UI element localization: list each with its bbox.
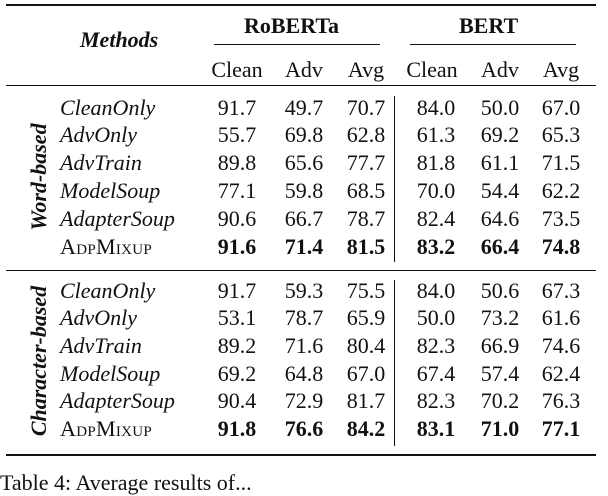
subheader-bert-clean: Clean <box>406 57 458 82</box>
value-cell: 73.5 <box>541 206 581 231</box>
method-name: AdpMixup <box>60 416 153 441</box>
subheader-roberta-avg: Avg <box>347 57 385 82</box>
value-cell: 91.7 <box>217 95 257 120</box>
value-cell: 67.0 <box>346 361 386 386</box>
value-cell: 67.4 <box>416 361 456 386</box>
section-rule <box>6 270 596 271</box>
group-header-bert: BERT <box>459 13 519 38</box>
value-cell: 76.3 <box>541 388 581 413</box>
value-cell: 76.6 <box>284 416 324 441</box>
method-name: ModelSoup <box>60 361 161 386</box>
value-cell: 62.2 <box>541 178 581 203</box>
value-cell: 71.0 <box>480 416 520 441</box>
value-cell: 49.7 <box>284 95 324 120</box>
value-cell: 72.9 <box>284 388 324 413</box>
value-cell: 59.3 <box>284 278 324 303</box>
value-cell: 65.9 <box>346 305 386 330</box>
value-cell: 84.0 <box>416 278 456 303</box>
value-cell: 68.5 <box>346 178 386 203</box>
value-cell: 50.0 <box>416 305 456 330</box>
method-name: AdvTrain <box>60 150 142 175</box>
value-cell: 74.6 <box>541 333 581 358</box>
value-cell: 91.6 <box>217 234 257 259</box>
value-cell: 84.2 <box>346 416 386 441</box>
value-cell: 78.7 <box>346 206 386 231</box>
value-cell: 75.5 <box>346 278 386 303</box>
value-cell: 81.7 <box>346 388 386 413</box>
value-cell: 67.3 <box>541 278 581 303</box>
value-cell: 66.4 <box>480 234 520 259</box>
value-cell: 73.2 <box>480 305 520 330</box>
subheader-bert-avg: Avg <box>542 57 580 82</box>
method-name: AdvOnly <box>60 305 137 330</box>
value-cell: 83.2 <box>416 234 456 259</box>
value-cell: 69.2 <box>217 361 257 386</box>
value-cell: 90.4 <box>217 388 257 413</box>
value-cell: 64.8 <box>284 361 324 386</box>
value-cell: 84.0 <box>416 95 456 120</box>
value-cell: 62.4 <box>541 361 581 386</box>
method-name: AdapterSoup <box>60 206 175 231</box>
roberta-cmidrule <box>214 44 380 45</box>
bottom-rule <box>6 454 596 456</box>
value-cell: 80.4 <box>346 333 386 358</box>
method-name: ModelSoup <box>60 178 161 203</box>
value-cell: 69.2 <box>480 122 520 147</box>
value-cell: 61.6 <box>541 305 581 330</box>
value-cell: 57.4 <box>480 361 520 386</box>
value-cell: 62.8 <box>346 122 386 147</box>
value-cell: 54.4 <box>480 178 520 203</box>
bert-cmidrule <box>410 44 576 45</box>
value-cell: 55.7 <box>217 122 257 147</box>
value-cell: 70.7 <box>346 95 386 120</box>
method-name: AdpMixup <box>60 234 153 259</box>
table-caption: Table 4: Average results of... <box>0 470 252 495</box>
value-cell: 81.8 <box>416 150 456 175</box>
value-cell: 59.8 <box>284 178 324 203</box>
group-header-roberta: RoBERTa <box>244 13 340 38</box>
value-cell: 77.7 <box>346 150 386 175</box>
value-cell: 71.4 <box>284 234 324 259</box>
method-name: AdvTrain <box>60 333 142 358</box>
value-cell: 83.1 <box>416 416 456 441</box>
value-cell: 66.9 <box>480 333 520 358</box>
section-label-word-based: Word-based <box>26 123 51 231</box>
value-cell: 64.6 <box>480 206 520 231</box>
value-cell: 91.8 <box>217 416 257 441</box>
value-cell: 69.8 <box>284 122 324 147</box>
value-cell: 77.1 <box>541 416 581 441</box>
value-cell: 50.0 <box>480 95 520 120</box>
methods-header: Methods <box>80 27 159 52</box>
value-cell: 71.6 <box>284 333 324 358</box>
value-cell: 50.6 <box>480 278 520 303</box>
value-cell: 78.7 <box>284 305 324 330</box>
subheader-bert-adv: Adv <box>481 57 519 82</box>
value-cell: 70.0 <box>416 178 456 203</box>
value-cell: 82.4 <box>416 206 456 231</box>
value-cell: 74.8 <box>541 234 581 259</box>
value-cell: 65.6 <box>284 150 324 175</box>
value-cell: 53.1 <box>217 305 257 330</box>
value-cell: 82.3 <box>416 333 456 358</box>
method-name: AdapterSoup <box>60 388 175 413</box>
value-cell: 82.3 <box>416 388 456 413</box>
method-name: CleanOnly <box>60 95 156 120</box>
value-cell: 61.3 <box>416 122 456 147</box>
section-label-character-based: Character-based <box>26 285 51 437</box>
method-name: AdvOnly <box>60 122 137 147</box>
value-cell: 66.7 <box>284 206 324 231</box>
value-cell: 65.3 <box>541 122 581 147</box>
header-rule <box>6 85 596 86</box>
value-cell: 91.7 <box>217 278 257 303</box>
subheader-roberta-clean: Clean <box>211 57 263 82</box>
value-cell: 89.8 <box>217 150 257 175</box>
value-cell: 67.0 <box>541 95 581 120</box>
value-cell: 81.5 <box>346 234 386 259</box>
top-rule <box>6 4 596 6</box>
value-cell: 89.2 <box>217 333 257 358</box>
value-cell: 71.5 <box>541 150 581 175</box>
value-cell: 61.1 <box>480 150 520 175</box>
value-cell: 90.6 <box>217 206 257 231</box>
subheader-roberta-adv: Adv <box>285 57 323 82</box>
value-cell: 77.1 <box>217 178 257 203</box>
method-name: CleanOnly <box>60 278 156 303</box>
value-cell: 70.2 <box>480 388 520 413</box>
